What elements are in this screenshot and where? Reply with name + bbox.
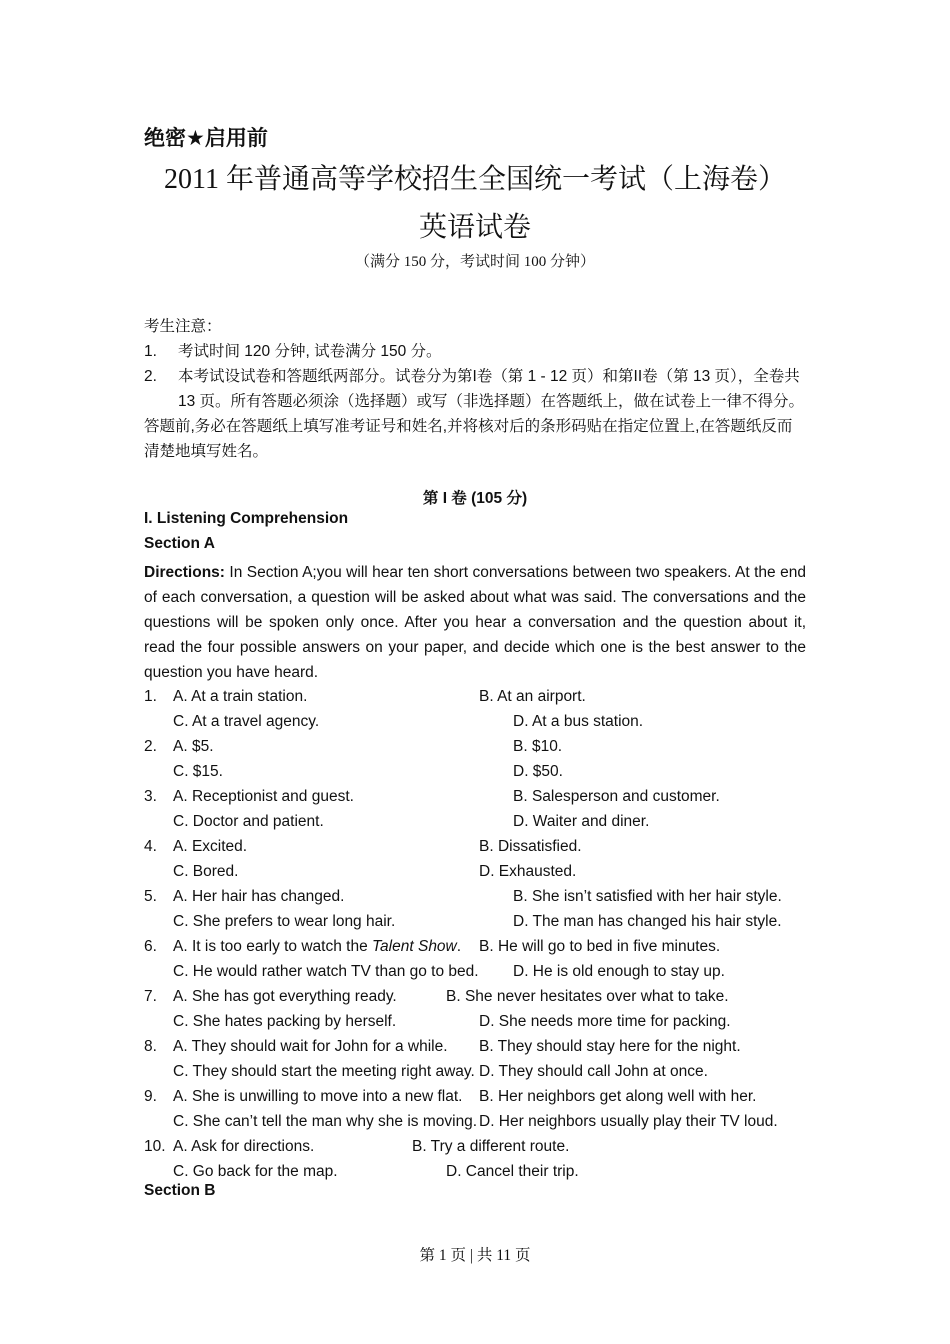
question-10-row-1 (144, 1134, 806, 1159)
option-d: D. $50. (513, 763, 563, 780)
option-b: B. Salesperson and customer. (513, 788, 720, 805)
option-b: B. Try a different route. (412, 1138, 570, 1155)
option-c: C. She can’t tell the man why she is moving. (173, 1113, 478, 1130)
option-b: B. Dissatisfied. (479, 838, 582, 855)
question-5-row-1 (144, 884, 806, 909)
directions-label: Directions: (144, 564, 225, 581)
option-b: B. She never hesitates over what to take. (446, 988, 729, 1005)
notice-item-text: 考试时间 120 分钟, 试卷满分 150 分。 (178, 343, 442, 360)
option-c: C. She hates packing by herself. (173, 1013, 397, 1030)
question-number: 6. (144, 938, 157, 955)
option-d: D. Exhausted. (479, 863, 577, 880)
notice-label: 考生注意： (144, 318, 222, 335)
option-a (173, 934, 461, 959)
option-c: C. Doctor and patient. (173, 813, 324, 830)
option-b: B. At an airport. (479, 688, 586, 705)
section-b-heading: Section B (144, 1182, 216, 1199)
section-heading: I. Listening Comprehension (144, 510, 349, 527)
question-4-row-1 (144, 834, 806, 859)
question-number: 10. (144, 1138, 166, 1155)
directions (144, 560, 806, 685)
question-9-row-1 (144, 1084, 806, 1109)
question-9-row-2 (144, 1109, 806, 1134)
question-number: 3. (144, 788, 157, 805)
option-c: C. He would rather watch TV than go to bed. (173, 963, 479, 980)
option-b: B. She isn’t satisfied with her hair style. (513, 888, 782, 905)
option-c: C. At a travel agency. (173, 713, 320, 730)
option-b: B. Her neighbors get along well with her. (479, 1088, 757, 1105)
question-list (144, 684, 806, 1184)
option-d: D. She needs more time for packing. (479, 1013, 731, 1030)
question-8-row-2 (144, 1059, 806, 1084)
notice-extra: 答题前,务必在答题纸上填写准考证号和姓名,并将核对后的条形码贴在指定位置上,在答题纸反而清楚地填写姓名。 (144, 418, 793, 460)
option-a: A. She is unwilling to move into a new flat. (173, 1088, 463, 1105)
question-number: 8. (144, 1038, 157, 1055)
section-a-heading: Section A (144, 535, 215, 552)
question-4-row-2 (144, 859, 806, 884)
question-10-row-2 (144, 1159, 806, 1184)
option-d: D. Cancel their trip. (446, 1163, 579, 1180)
option-b: B. $10. (513, 738, 563, 755)
question-number: 9. (144, 1088, 157, 1105)
option-c: C. Go back for the map. (173, 1163, 338, 1180)
option-a: A. At a train station. (173, 688, 308, 705)
question-2-row-1 (144, 734, 806, 759)
question-7-row-1 (144, 984, 806, 1009)
exam-info: （满分 150 分，考试时间 100 分钟） (354, 254, 595, 270)
exam-title: 2011 年普通高等学校招生全国统一考试（上海卷） (164, 164, 786, 195)
option-a: A. Her hair has changed. (173, 888, 345, 905)
option-a: A. Ask for directions. (173, 1138, 315, 1155)
notice-item-text: 本考试设试卷和答题纸两部分。试卷分为第I卷（第 1 - 12 页）和第II卷（第 13 页），全卷共 13 页。所有答题必须涂（选择题）或写（非选择题）在答题纸上，做在试卷上一律不得分。 (178, 368, 805, 410)
question-1-row-2 (144, 709, 806, 734)
question-number: 2. (144, 738, 157, 755)
question-6-row-2 (144, 959, 806, 984)
option-d: D. At a bus station. (513, 713, 644, 730)
option-a: A. Receptionist and guest. (173, 788, 354, 805)
option-b: B. They should stay here for the night. (479, 1038, 741, 1055)
question-6-row-1 (144, 934, 806, 959)
question-3-row-1 (144, 784, 806, 809)
notice-item (144, 339, 806, 364)
option-c: C. She prefers to wear long hair. (173, 913, 396, 930)
show-title: Talent Show (372, 938, 457, 955)
notice-item-num: 1. (144, 343, 157, 360)
option-d: D. Waiter and diner. (513, 813, 650, 830)
question-2-row-2 (144, 759, 806, 784)
question-number: 1. (144, 688, 157, 705)
exam-subject: 英语试卷 (418, 212, 531, 243)
option-a: A. She has got everything ready. (173, 988, 397, 1005)
page-footer: 第 1 页 | 共 11 页 (419, 1247, 531, 1264)
notice-item (144, 364, 806, 414)
question-3-row-2 (144, 809, 806, 834)
option-a: A. Excited. (173, 838, 248, 855)
directions-text: In Section A;you will hear ten short conversations between two speakers. At the end of each conversation, a question will be asked about what was said. The conversations and the questions will be spoken only once. After you hear a conversation and the question about it, read the four possible answers on your paper, and decide which one is the best answer to the question you have heard. (144, 564, 806, 681)
option-d: D. Her neighbors usually play their TV loud. (479, 1113, 778, 1130)
option-d: D. The man has changed his hair style. (513, 913, 782, 930)
option-a: A. $5. (173, 738, 214, 755)
option-c: C. $15. (173, 763, 223, 780)
part-title: 第 I 卷 (105 分) (422, 490, 528, 507)
option-d: D. They should call John at once. (479, 1063, 708, 1080)
option-a-text: A. It is too early to watch the (173, 938, 373, 955)
question-number: 7. (144, 988, 157, 1005)
confidential-mark: 绝密★启用前 (144, 127, 268, 150)
option-d: D. He is old enough to stay up. (513, 963, 725, 980)
question-1-row-1 (144, 684, 806, 709)
notice-block (144, 314, 806, 464)
option-a-end: . (456, 938, 462, 955)
option-c: C. They should start the meeting right away. (173, 1063, 475, 1080)
notice-item-num: 2. (144, 368, 157, 385)
question-number: 5. (144, 888, 157, 905)
question-7-row-2 (144, 1009, 806, 1034)
question-5-row-2 (144, 909, 806, 934)
option-c: C. Bored. (173, 863, 239, 880)
question-number: 4. (144, 838, 157, 855)
question-8-row-1 (144, 1034, 806, 1059)
option-a: A. They should wait for John for a while. (173, 1038, 448, 1055)
option-b: B. He will go to bed in five minutes. (479, 938, 721, 955)
